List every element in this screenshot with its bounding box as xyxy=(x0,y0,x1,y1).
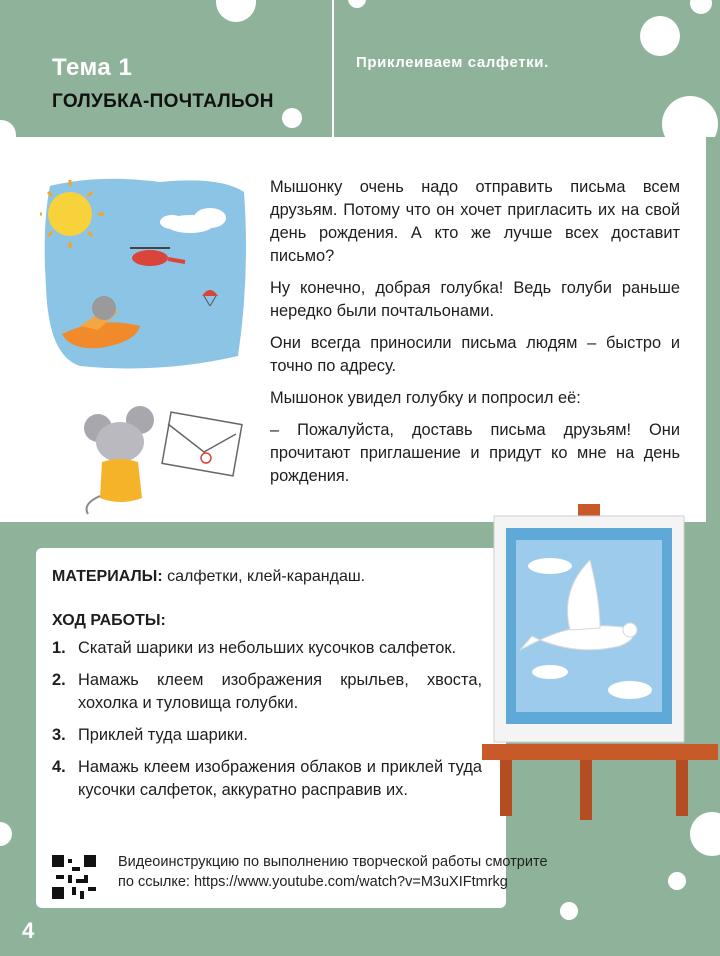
easel-leg xyxy=(500,760,512,816)
easel-artwork-illustration xyxy=(480,500,720,820)
mouse-pilot xyxy=(92,296,116,320)
decor-dot xyxy=(668,872,686,890)
mouse-apron xyxy=(100,459,142,502)
story-paragraph: – Пожалуйста, доставь письма друзьям! Они прочитают приглашение и придут ко мне на день рождения. xyxy=(270,421,680,485)
story-paragraph: Мышонок увидел голубку и попросил её: xyxy=(270,389,581,407)
step-item xyxy=(52,724,482,747)
mouse-head xyxy=(96,422,144,462)
story-paragraph: Ну конечно, добрая голубка! Ведь голуби раньше нередко были почтальонами. xyxy=(270,279,680,320)
decor-dot xyxy=(662,96,718,137)
side-band xyxy=(706,137,720,522)
easel-leg xyxy=(580,760,592,820)
decor-dot xyxy=(348,0,366,8)
decor-dot xyxy=(0,822,12,846)
decor-dot xyxy=(560,902,578,920)
step-item xyxy=(52,756,482,802)
sky-illustration xyxy=(40,166,250,376)
step-text: Приклей туда шарики. xyxy=(78,726,248,744)
step-item xyxy=(52,637,482,660)
lesson-subtitle: Приклеиваем салфетки. xyxy=(356,54,549,71)
decor-dot xyxy=(282,108,302,128)
decor-dot xyxy=(640,16,680,56)
header-band xyxy=(0,0,720,137)
materials-text: салфетки, клей-карандаш. xyxy=(167,568,366,585)
materials-line xyxy=(52,568,365,586)
mouse-tail xyxy=(87,496,101,514)
decor-dot xyxy=(690,0,712,14)
step-number: 3. xyxy=(52,726,66,744)
video-instruction-note xyxy=(118,852,548,892)
decor-dot xyxy=(216,0,256,22)
step-text: Намажь клеем изображения крыльев, хвоста, хохолка и туловища голубки. xyxy=(78,671,482,712)
video-note-line: Видеоинструкцию по выполнению творческой работы смотрите xyxy=(118,854,548,870)
step-number: 1. xyxy=(52,639,66,657)
decor-dot xyxy=(0,120,16,137)
step-item xyxy=(52,669,482,715)
step-text: Скатай шарики из небольших кусочков салфеток. xyxy=(78,639,457,657)
story-paragraph: Они всегда приносили письма людям – быстро и точно по адресу. xyxy=(270,334,680,375)
mouse-with-letter-illustration xyxy=(78,396,248,518)
story-text xyxy=(270,176,680,497)
qr-code-icon[interactable] xyxy=(52,855,96,899)
envelope-icon xyxy=(162,412,242,476)
steps-list xyxy=(52,637,482,811)
steps-title: ХОД РАБОТЫ: xyxy=(52,612,166,629)
topic-title: ГОЛУБКА-ПОЧТАЛЬОН xyxy=(52,91,274,112)
video-link[interactable]: по ссылке: https://www.youtube.com/watch?v=M3uXIFtmrkg xyxy=(118,874,508,890)
step-text: Намажь клеем изображения облаков и приклей туда кусочки салфеток, аккуратно расправив их. xyxy=(78,758,482,799)
page-number: 4 xyxy=(22,918,35,943)
story-paragraph: Мышонку очень надо отправить письма всем друзьям. Потому что он хочет пригласить их на свой день рождения. А кто же лучше всех доставит письмо? xyxy=(270,178,680,265)
materials-label: МАТЕРИАЛЫ: xyxy=(52,568,163,585)
step-number: 2. xyxy=(52,671,66,689)
easel-ledge xyxy=(482,744,718,760)
step-number: 4. xyxy=(52,758,66,776)
easel-leg xyxy=(676,760,688,816)
header-divider xyxy=(332,0,334,137)
topic-label: Тема 1 xyxy=(52,54,133,81)
